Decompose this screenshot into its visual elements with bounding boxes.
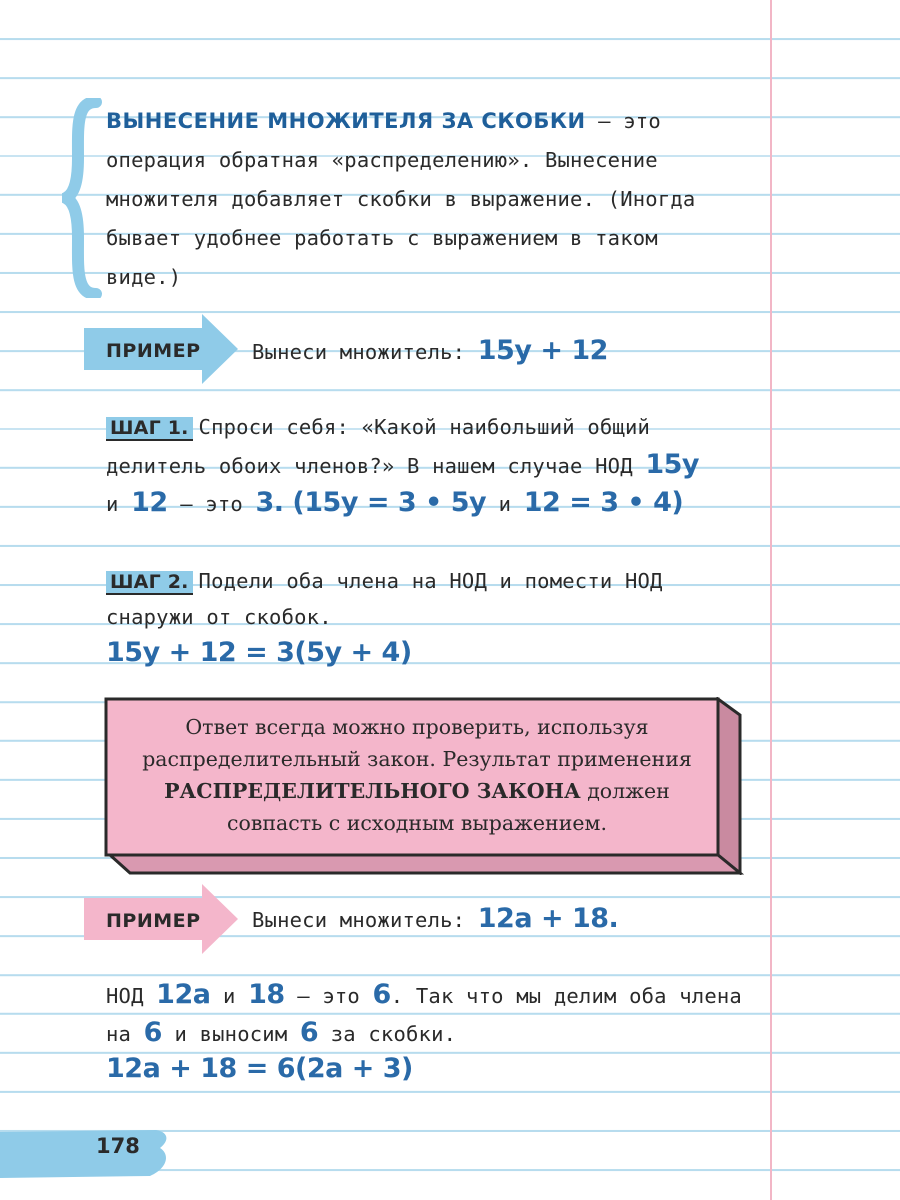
solution-2-line-2: на 6 и выносим 6 за скобки. (106, 1017, 457, 1048)
step-2-line-2: снаружи от скобок. (106, 605, 332, 629)
definition-line-4: бывает удобнее работать с выражением в таком (106, 226, 658, 250)
solution-2-result: 12a + 18 = 6(2a + 3) (106, 1053, 413, 1084)
curly-brace-icon (62, 98, 102, 298)
definition-line-1: ВЫНЕСЕНИЕ МНОЖИТЕЛЯ ЗА СКОБКИ – это (106, 109, 661, 133)
note-box (104, 697, 744, 875)
page-number-brush-icon (0, 1126, 172, 1182)
step-2-line-1: ШАГ 2. Подели оба члена на НОД и помести НОД (106, 566, 663, 597)
step-1-line-2: делитель обоих членов?» В нашем случае НОД 15y (106, 449, 699, 480)
step-2-label: ШАГ 2. (106, 571, 193, 595)
step-1-line-3: и 12 – это 3. (15y = 3 • 5y и 12 = 3 • 4) (106, 487, 684, 518)
note-text: Ответ всегда можно проверить, используя распределительный закон. Результат применения РАСПРЕДЕЛИТЕЛЬНОГО ЗАКОНА должен совпасть с исходным выражением. (142, 715, 692, 835)
example-2-label: ПРИМЕР (106, 910, 201, 932)
definition-line-5: виде.) (106, 265, 182, 289)
step-1-label: ШАГ 1. (106, 417, 193, 441)
step-1-line-1: ШАГ 1. Спроси себя: «Какой наибольший общий (106, 412, 650, 443)
page-margin-line (770, 0, 772, 1200)
definition-line-3: множителя добавляет скобки в выражение. (Иногда (106, 187, 696, 211)
example-2-expression: 12a + 18. (477, 903, 619, 934)
example-1-line: Вынеси множитель: 15y + 12 (252, 335, 608, 366)
definition-line-2: операция обратная «распределению». Вынесение (106, 148, 658, 172)
page-number: 178 (96, 1134, 140, 1158)
solution-2-line-1: НОД 12a и 18 – это 6. Так что мы делим оба члена (106, 979, 742, 1010)
step-2-result: 15y + 12 = 3(5y + 4) (106, 637, 412, 668)
example-2-line: Вынеси множитель: 12a + 18. (252, 903, 619, 934)
example-1-expression: 15y + 12 (477, 335, 608, 366)
definition-term: ВЫНЕСЕНИЕ МНОЖИТЕЛЯ ЗА СКОБКИ (106, 109, 586, 133)
example-1-label: ПРИМЕР (106, 340, 201, 362)
